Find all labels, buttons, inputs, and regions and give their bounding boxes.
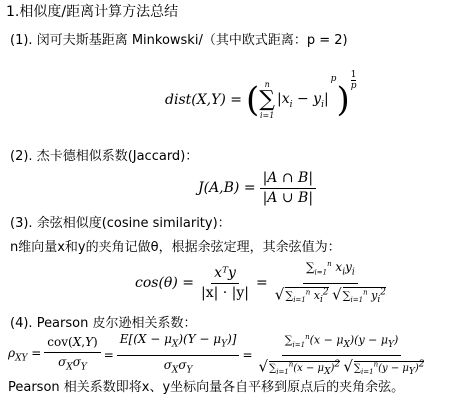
fraction-numerator: |A ∩ B| — [260, 170, 316, 189]
formula-lhs: cos(θ) = — [135, 275, 194, 291]
fraction-denominator: |A ∪ B| — [262, 189, 314, 206]
fraction-denominator: |x| · |y| — [201, 284, 250, 301]
formula-lhs: $\rho_{XY}$ = — [8, 346, 42, 364]
fraction-numerator: xᵀy — [211, 265, 239, 284]
section-1-title — [10, 33, 348, 49]
pearson-fraction-2: $\frac{E[(X - \mu_X)(Y - \mu_Y)]}{\sigma_X\sigma_Y}$ — [117, 331, 240, 379]
minkowski-formula: dist(X,Y) = ( n ∑ i=1 $|x_i - y_i|$ p ) 1 p — [165, 70, 357, 120]
section-text: Pearson 皮尔逊相关系数： — [36, 316, 197, 331]
pearson-note: Pearson 相关系数即将x、y坐标向量各自平移到原点后的夹角余弦。 — [8, 380, 405, 395]
section-number: (1). — [10, 33, 33, 48]
pearson-formula: $\rho_{XY}$ = $\frac{\text{cov(X,Y)}}{\sigma_X\sigma_Y}$ = $\frac{E[(X - \mu_X)(Y - \mu_Y)]}{\sigma_X\sigma_Y}$ = $\frac{\sum_{i=1}^n(x - \mu_X)(y - \mu_Y)}{√\sum_{i=1}^n(x - \mu_X)^2 √\sum_{i=1}^n(y - \mu_Y)^2}$ — [8, 334, 427, 376]
section-3-title — [10, 216, 231, 232]
formula-lhs: dist(X,Y) = — [165, 92, 243, 108]
cosine-note: n维向量x和y的夹角记做θ，根据余弦定理，其余弦值为： — [10, 240, 341, 255]
cosine-formula: cos(θ) = $\frac{\text{xᵀy}}{|x| \cdot |y|}$ = $\frac{\sum_{i=1}^n x_iy_i}{√\sum_{i=1}^n x_i^2 √\sum_{i=1}^n y_i^2}$ — [135, 262, 389, 304]
section-text: 闵可夫斯基距离 Minkowski/（其中欧式距离：p = 2) — [36, 33, 348, 48]
section-number: (3). — [10, 216, 33, 231]
section-number: (2). — [10, 149, 33, 164]
cosine-fraction-2: $\frac{\sum_{i=1}^n x_iy_i}{√\sum_{i=1}^n x_i^2 √\sum_{i=1}^n y_i^2}$ — [272, 256, 389, 309]
page-heading: 1.相似度/距离计算方法总结 — [6, 4, 179, 20]
section-4-title — [10, 316, 196, 332]
cosine-fraction-1 — [198, 265, 252, 302]
section-number: (4). — [10, 316, 33, 331]
pearson-fraction-3: $\frac{\sum_{i=1}^n(x - \mu_X)(y - \mu_Y)}{√\sum_{i=1}^n(x - \mu_X)^2 √\sum_{i=1}^n(y - \mu_Y)^2}$ — [256, 329, 428, 381]
pearson-fraction-1: $\frac{\text{cov(X,Y)}}{\sigma_X\sigma_Y}$ — [44, 334, 100, 376]
jaccard-fraction — [260, 170, 316, 207]
section-text: 余弦相似度(cosine similarity)： — [36, 216, 231, 231]
section-text: 杰卡德相似系数(Jaccard)： — [36, 149, 199, 164]
section-2-title — [10, 149, 198, 165]
jaccard-formula — [198, 168, 316, 208]
formula-lhs: J(A,B) = — [198, 180, 256, 196]
